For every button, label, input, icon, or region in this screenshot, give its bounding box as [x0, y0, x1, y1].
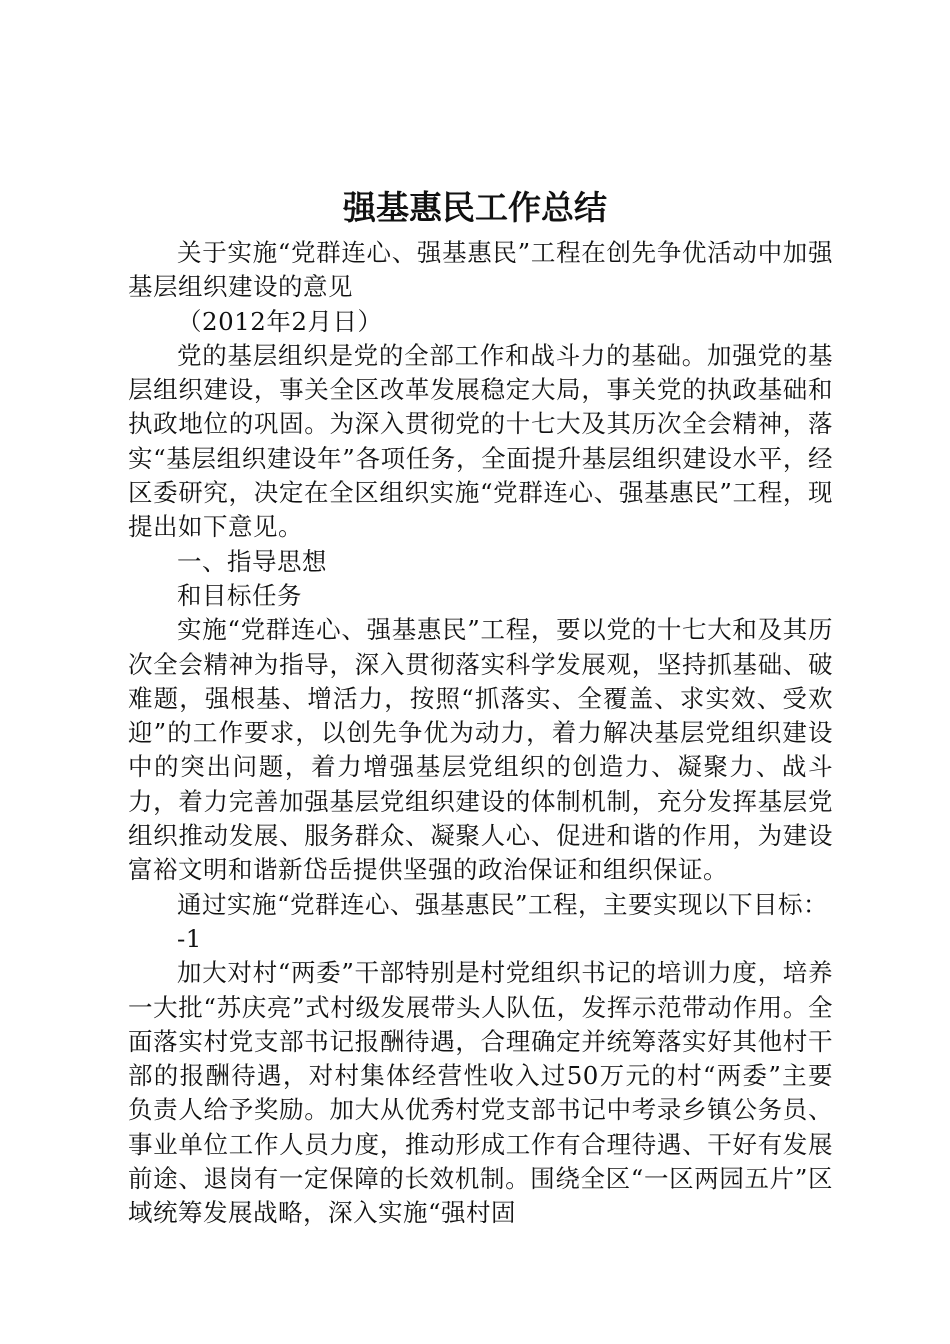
paragraph-guiding-thought: 实施“党群连心、强基惠民”工程，要以党的十七大和及其历次全会精神为指导，深入贯彻落实科学发展观，坚持抓基础、破难题，强根基、增活力，按照“抓落实、全覆盖、求实效、受欢迎”的工作要求，以创先争优为动力，着力解决基层党组织建设中的突出问题，着力增强基层党组织的创造力、凝聚力、战斗力，着力完善加强基层党组织建设的体制机制，充分发挥基层党组织推动发展、服务群众、凝聚人心、促进和谐的作用，为建设富裕文明和谐新岱岳提供坚强的政治保证和组织保证。	[128, 615, 833, 885]
paragraph-goals-intro: 通过实施“党群连心、强基惠民”工程，主要实现以下目标：	[177, 889, 829, 919]
section-heading-goals: 和目标任务	[177, 580, 302, 610]
paragraph-date: （2012年2月日）	[177, 306, 383, 336]
document-body	[128, 236, 833, 1231]
paragraph-subtitle: 关于实施“党群连心、强基惠民”工程在创先争优活动中加强基层组织建设的意见	[128, 238, 833, 302]
list-marker: -1	[177, 923, 202, 953]
paragraph-intro: 党的基层组织是党的全部工作和战斗力的基础。加强党的基层组织建设，事关全区改革发展稳定大局，事关党的执政基础和执政地位的巩固。为深入贯彻党的十七大及其历次全会精神，落实“基层组织建设年”各项任务，全面提升基层组织建设水平，经区委研究，决定在全区组织实施“党群连心、强基惠民”工程，现提出如下意见。	[128, 340, 833, 542]
document-title: 强基惠民工作总结	[343, 188, 607, 227]
paragraph-training: 加大对村“两委”干部特别是村党组织书记的培训力度，培养一大批“苏庆亮”式村级发展带头人队伍，发挥示范带动作用。全面落实村党支部书记报酬待遇，合理确定并统筹落实好其他村干部的报酬待遇，对村集体经营性收入过50万元的村“两委”主要负责人给予奖励。加大从优秀村党支部书记中考录乡镇公务员、事业单位工作人员力度，推动形成工作有合理待遇、干好有发展前途、退岗有一定保障的长效机制。围绕全区“一区两园五片”区域统筹发展战略，深入实施“强村固	[128, 958, 833, 1228]
section-heading-guiding-thought: 一、指导思想	[177, 546, 327, 576]
